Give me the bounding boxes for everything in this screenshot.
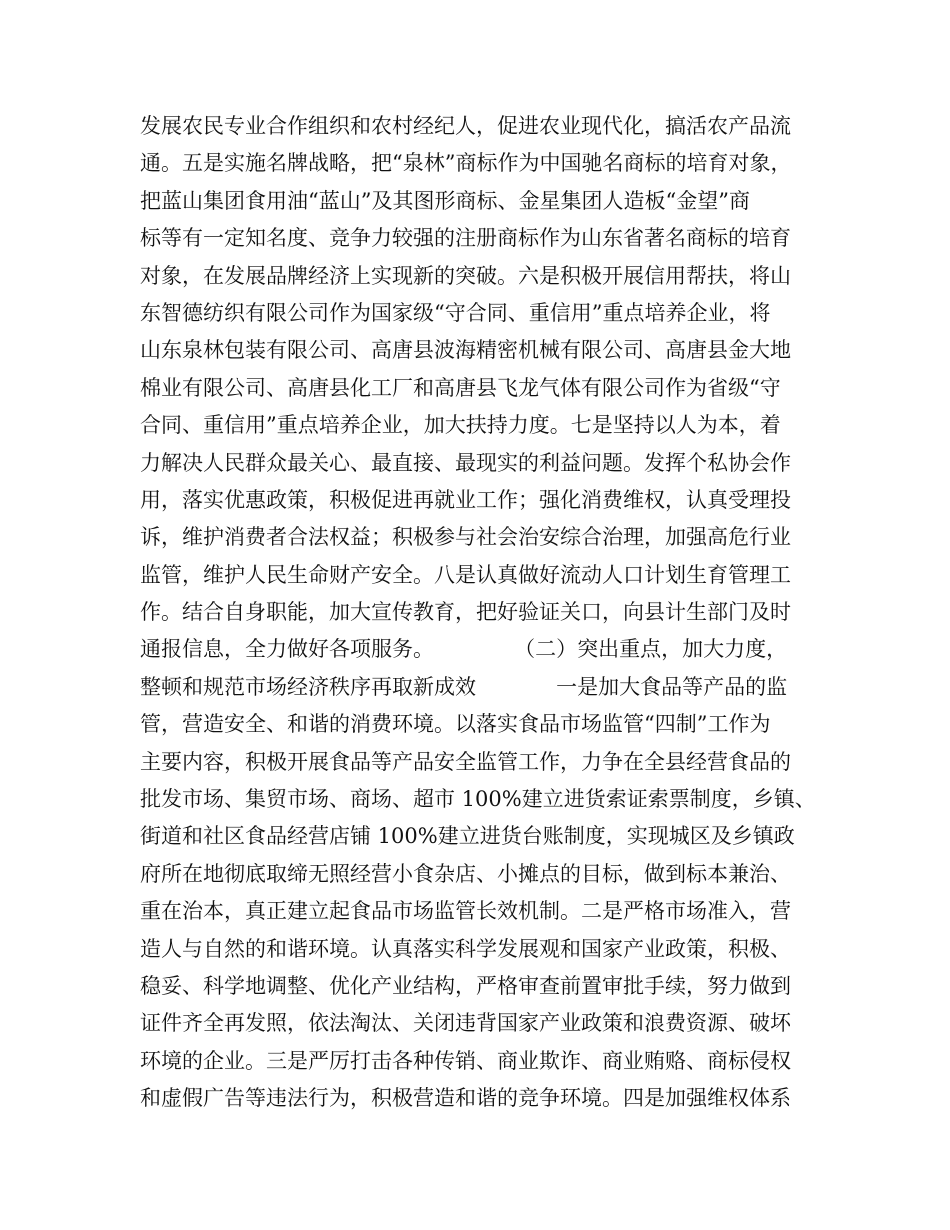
text-line: 棉业有限公司、高唐县化工厂和高唐县飞龙气体有限公司作为省级“守 [140, 375, 781, 400]
text-line: 对象，在发展品牌经济上实现新的突破。六是积极开展信用帮扶，将山 [140, 263, 791, 288]
text-line: 用，落实优惠政策，积极促进再就业工作；强化消费维权，认真受理投 [140, 487, 791, 512]
text-line: 稳妥、科学地调整、优化产业结构，严格审查前置审批手续，努力做到 [140, 973, 791, 998]
text-line: 合同、重信用”重点培养企业，加大扶持力度。七是坚持以人为本，着 [140, 413, 781, 438]
text-line: 力解决人民群众最关心、最直接、最现实的利益问题。发挥个私协会作 [140, 450, 791, 475]
text-line: 府所在地彻底取缔无照经营小食杂店、小摊点的目标，做到标本兼治、 [140, 861, 791, 886]
text-line: 诉，维护消费者合法权益；积极参与社会治安综合治理，加强高危行业 [140, 525, 791, 550]
text-line: 通。五是实施名牌战略，把“泉林”商标作为中国驰名商标的培育对象， [140, 151, 792, 176]
text-line: 把蓝山集团食用油“蓝山”及其图形商标、金星集团人造板“金望”商 [140, 188, 750, 213]
text-line: 通报信息，全力做好各项服务。 （二）突出重点，加大力度， [140, 637, 788, 662]
text-line: 街道和社区食品经营店铺 100%建立进货台账制度，实现城区及乡镇政 [140, 824, 795, 849]
text-line: 发展农民专业合作组织和农村经纪人，促进农业现代化，搞活农产品流 [140, 114, 791, 138]
text-line: 监管，维护人民生命财产安全。八是认真做好流动人口计划生育管理工 [140, 562, 791, 587]
text-line: 证件齐全再发照，依法淘汰、关闭违背国家产业政策和浪费资源、破坏 [140, 1011, 791, 1036]
text-line: 标等有一定知名度、竞争力较强的注册商标作为山东省著名商标的培育 [140, 226, 791, 251]
text-line: 环境的企业。三是严厉打击各种传销、商业欺诈、商业贿赂、商标侵权 [140, 1048, 791, 1073]
text-line: 山东泉林包装有限公司、高唐县波海精密机械有限公司、高唐县金大地 [140, 338, 791, 363]
text-line: 整顿和规范市场经济秩序再取新成效 一是加大食品等产品的监 [140, 674, 788, 699]
text-line: 和虚假广告等违法行为，积极营造和谐的竞争环境。四是加强维权体系 [140, 1086, 791, 1111]
text-line: 重在治本，真正建立起食品市场监管长效机制。二是严格市场准入，营 [140, 899, 791, 924]
body-text [140, 108, 830, 1118]
text-line: 管，营造安全、和谐的消费环境。以落实食品市场监管“四制”工作为 [140, 712, 771, 737]
text-line: 造人与自然的和谐环境。认真落实科学发展观和国家产业政策，积极、 [140, 936, 791, 961]
text-line: 主要内容，积极开展食品等产品安全监管工作，力争在全县经营食品的 [140, 749, 791, 774]
text-line: 作。结合自身职能，加大宣传教育，把好验证关口，向县计生部门及时 [140, 600, 791, 625]
text-line: 批发市场、集贸市场、商场、超市 100%建立进货索证索票制度，乡镇、 [140, 787, 816, 812]
text-line: 东智德纺织有限公司作为国家级“守合同、重信用”重点培养企业，将 [140, 300, 771, 325]
